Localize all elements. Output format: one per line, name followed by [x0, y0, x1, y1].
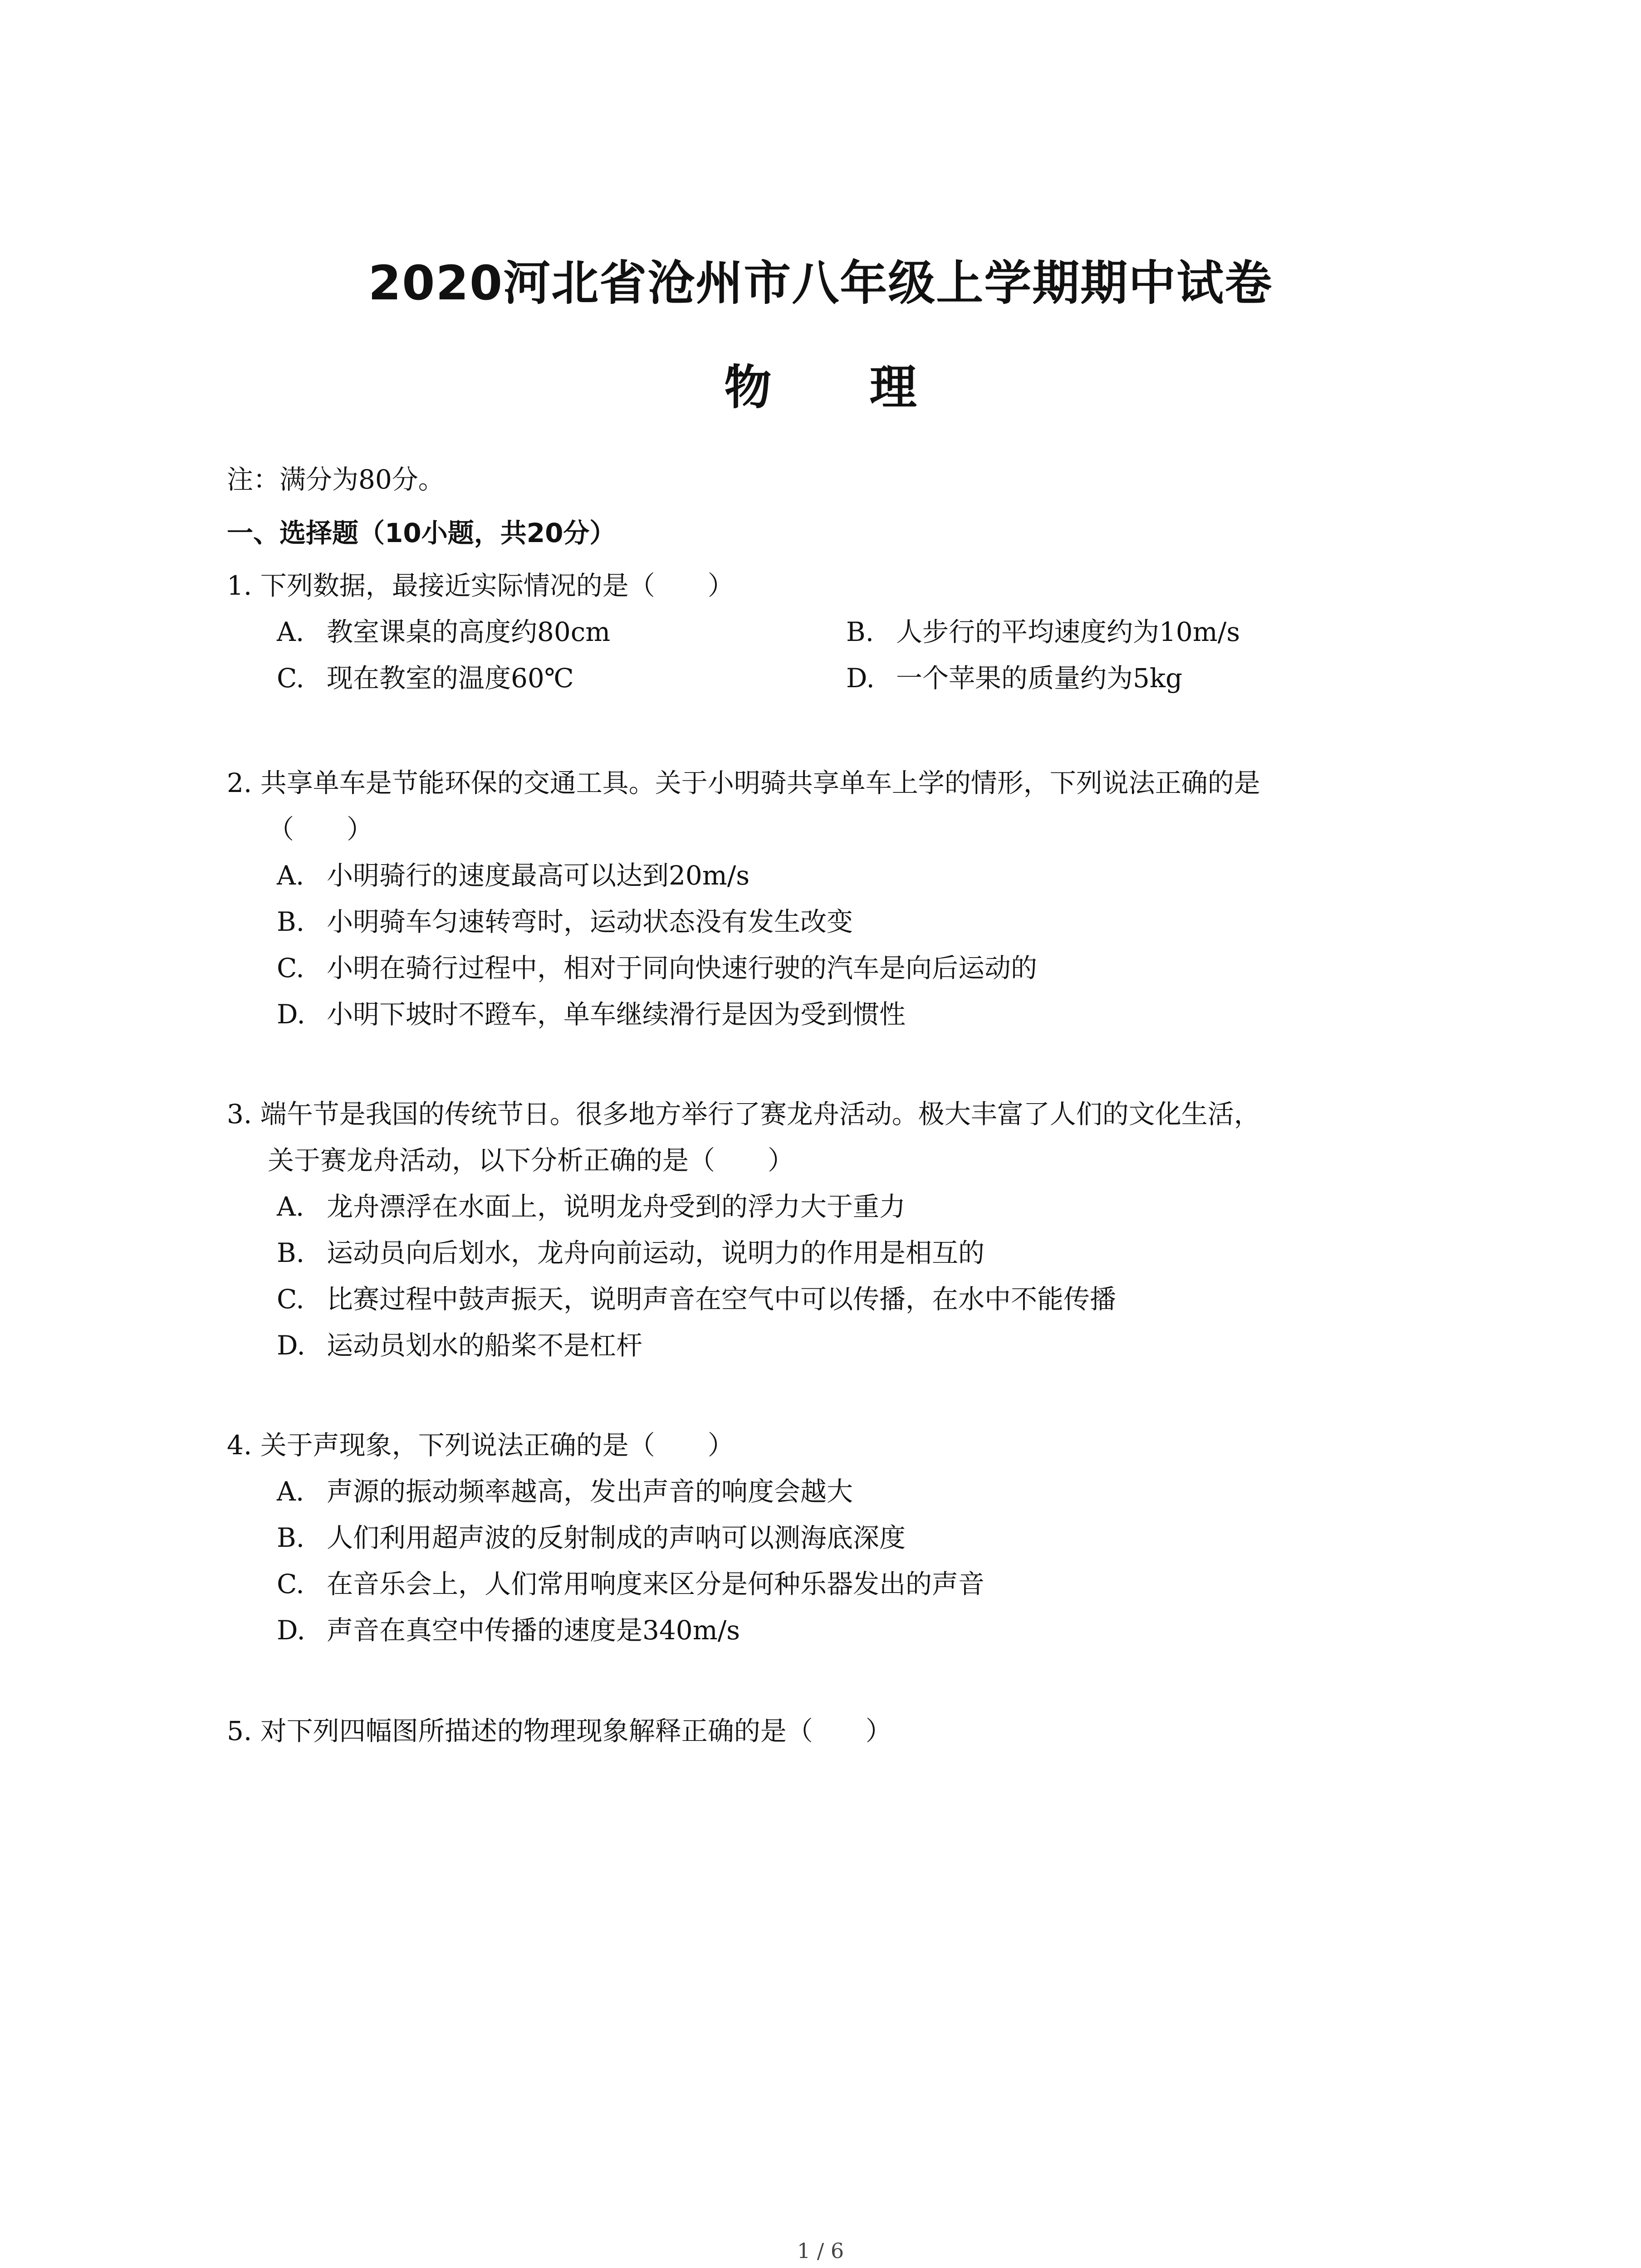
option-letter: A. [277, 1476, 304, 1507]
option-letter: A. [277, 616, 304, 647]
question-3-stem-cont: 关于赛龙舟活动，以下分析正确的是（ ） [268, 1145, 794, 1176]
option-letter: C. [277, 1569, 304, 1599]
subject-title: 物 理 [724, 360, 958, 415]
score-note: 注：满分为80分。 [227, 464, 445, 495]
option-text: 人们利用超声波的反射制成的声呐可以测海底深度 [327, 1522, 906, 1553]
option-letter: D. [277, 1615, 305, 1646]
option-text: 小明下坡时不蹬车，单车继续滑行是因为受到惯性 [327, 999, 906, 1030]
option-letter: C. [277, 1284, 304, 1315]
question-2 [227, 760, 1452, 1037]
option-text: 运动员划水的船桨不是杠杆 [327, 1330, 643, 1361]
question-2-option-a [227, 852, 1452, 899]
question-4-option-d [227, 1607, 1452, 1653]
question-4-option-b [227, 1515, 1452, 1561]
question-3-option-a [227, 1183, 1452, 1230]
question-1-stem: 1. 下列数据，最接近实际情况的是（ ） [227, 570, 734, 601]
option-text: 龙舟漂浮在水面上，说明龙舟受到的浮力大于重力 [327, 1191, 906, 1222]
question-4 [227, 1422, 1452, 1653]
question-3 [227, 1091, 1452, 1369]
question-1-option-a [277, 609, 846, 655]
option-letter: D. [846, 663, 875, 694]
question-2-option-d [227, 991, 1452, 1037]
option-text: 声源的振动频率越高，发出声音的响度会越大 [327, 1476, 853, 1507]
option-letter: B. [277, 1522, 305, 1553]
question-2-stem: 2. 共享单车是节能环保的交通工具。关于小明骑共享单车上学的情形，下列说法正确的是 [227, 767, 1260, 798]
question-2-option-c [227, 945, 1452, 991]
option-text: 小明骑车匀速转弯时，运动状态没有发生改变 [327, 906, 853, 937]
question-1-option-b [846, 609, 1416, 655]
option-letter: A. [277, 860, 304, 891]
option-text: 教室课桌的高度约80cm [327, 616, 611, 647]
option-text: 运动员向后划水，龙舟向前运动，说明力的作用是相互的 [327, 1237, 985, 1268]
option-text: 声音在真空中传播的速度是340m/s [327, 1615, 740, 1646]
option-letter: B. [846, 616, 874, 647]
option-letter: D. [277, 1330, 305, 1361]
option-letter: C. [277, 953, 304, 983]
option-text: 人步行的平均速度约为10m/s [896, 616, 1240, 647]
question-3-stem: 3. 端午节是我国的传统节日。很多地方举行了赛龙舟活动。极大丰富了人们的文化生活， [227, 1099, 1260, 1129]
question-5-stem: 5. 对下列四幅图所描述的物理现象解释正确的是（ ） [227, 1716, 892, 1746]
option-text: 小明骑行的速度最高可以达到20m/s [327, 860, 750, 891]
page-title: 2020河北省沧州市八年级上学期期中试卷 [368, 255, 1273, 311]
page-number: 1 / 6 [797, 2239, 844, 2263]
option-text: 比赛过程中鼓声振天，说明声音在空气中可以传播，在水中不能传播 [327, 1284, 1117, 1315]
option-letter: B. [277, 906, 305, 937]
question-3-option-c [227, 1276, 1452, 1322]
option-letter: A. [277, 1191, 304, 1222]
question-2-option-b [227, 899, 1452, 945]
option-text: 在音乐会上，人们常用响度来区分是何种乐器发出的声音 [327, 1569, 985, 1599]
question-4-stem: 4. 关于声现象，下列说法正确的是（ ） [227, 1430, 734, 1461]
question-5 [227, 1708, 1452, 1754]
option-letter: D. [277, 999, 305, 1030]
question-3-option-b [227, 1230, 1452, 1276]
question-4-option-c [227, 1561, 1452, 1607]
question-1 [227, 562, 1452, 701]
option-letter: C. [277, 663, 304, 694]
option-text: 现在教室的温度60℃ [327, 663, 574, 694]
question-1-option-c [277, 655, 846, 701]
option-text: 小明在骑行过程中，相对于同向快速行驶的汽车是向后运动的 [327, 953, 1038, 983]
option-text: 一个苹果的质量约为5kg [896, 663, 1183, 694]
question-1-option-d [846, 655, 1416, 701]
option-letter: B. [277, 1237, 305, 1268]
question-3-option-d [227, 1322, 1452, 1369]
question-4-option-a [227, 1468, 1452, 1515]
question-2-stem-cont: （ ） [268, 814, 373, 845]
section-heading: 一、选择题（10小题，共20分） [227, 518, 616, 548]
